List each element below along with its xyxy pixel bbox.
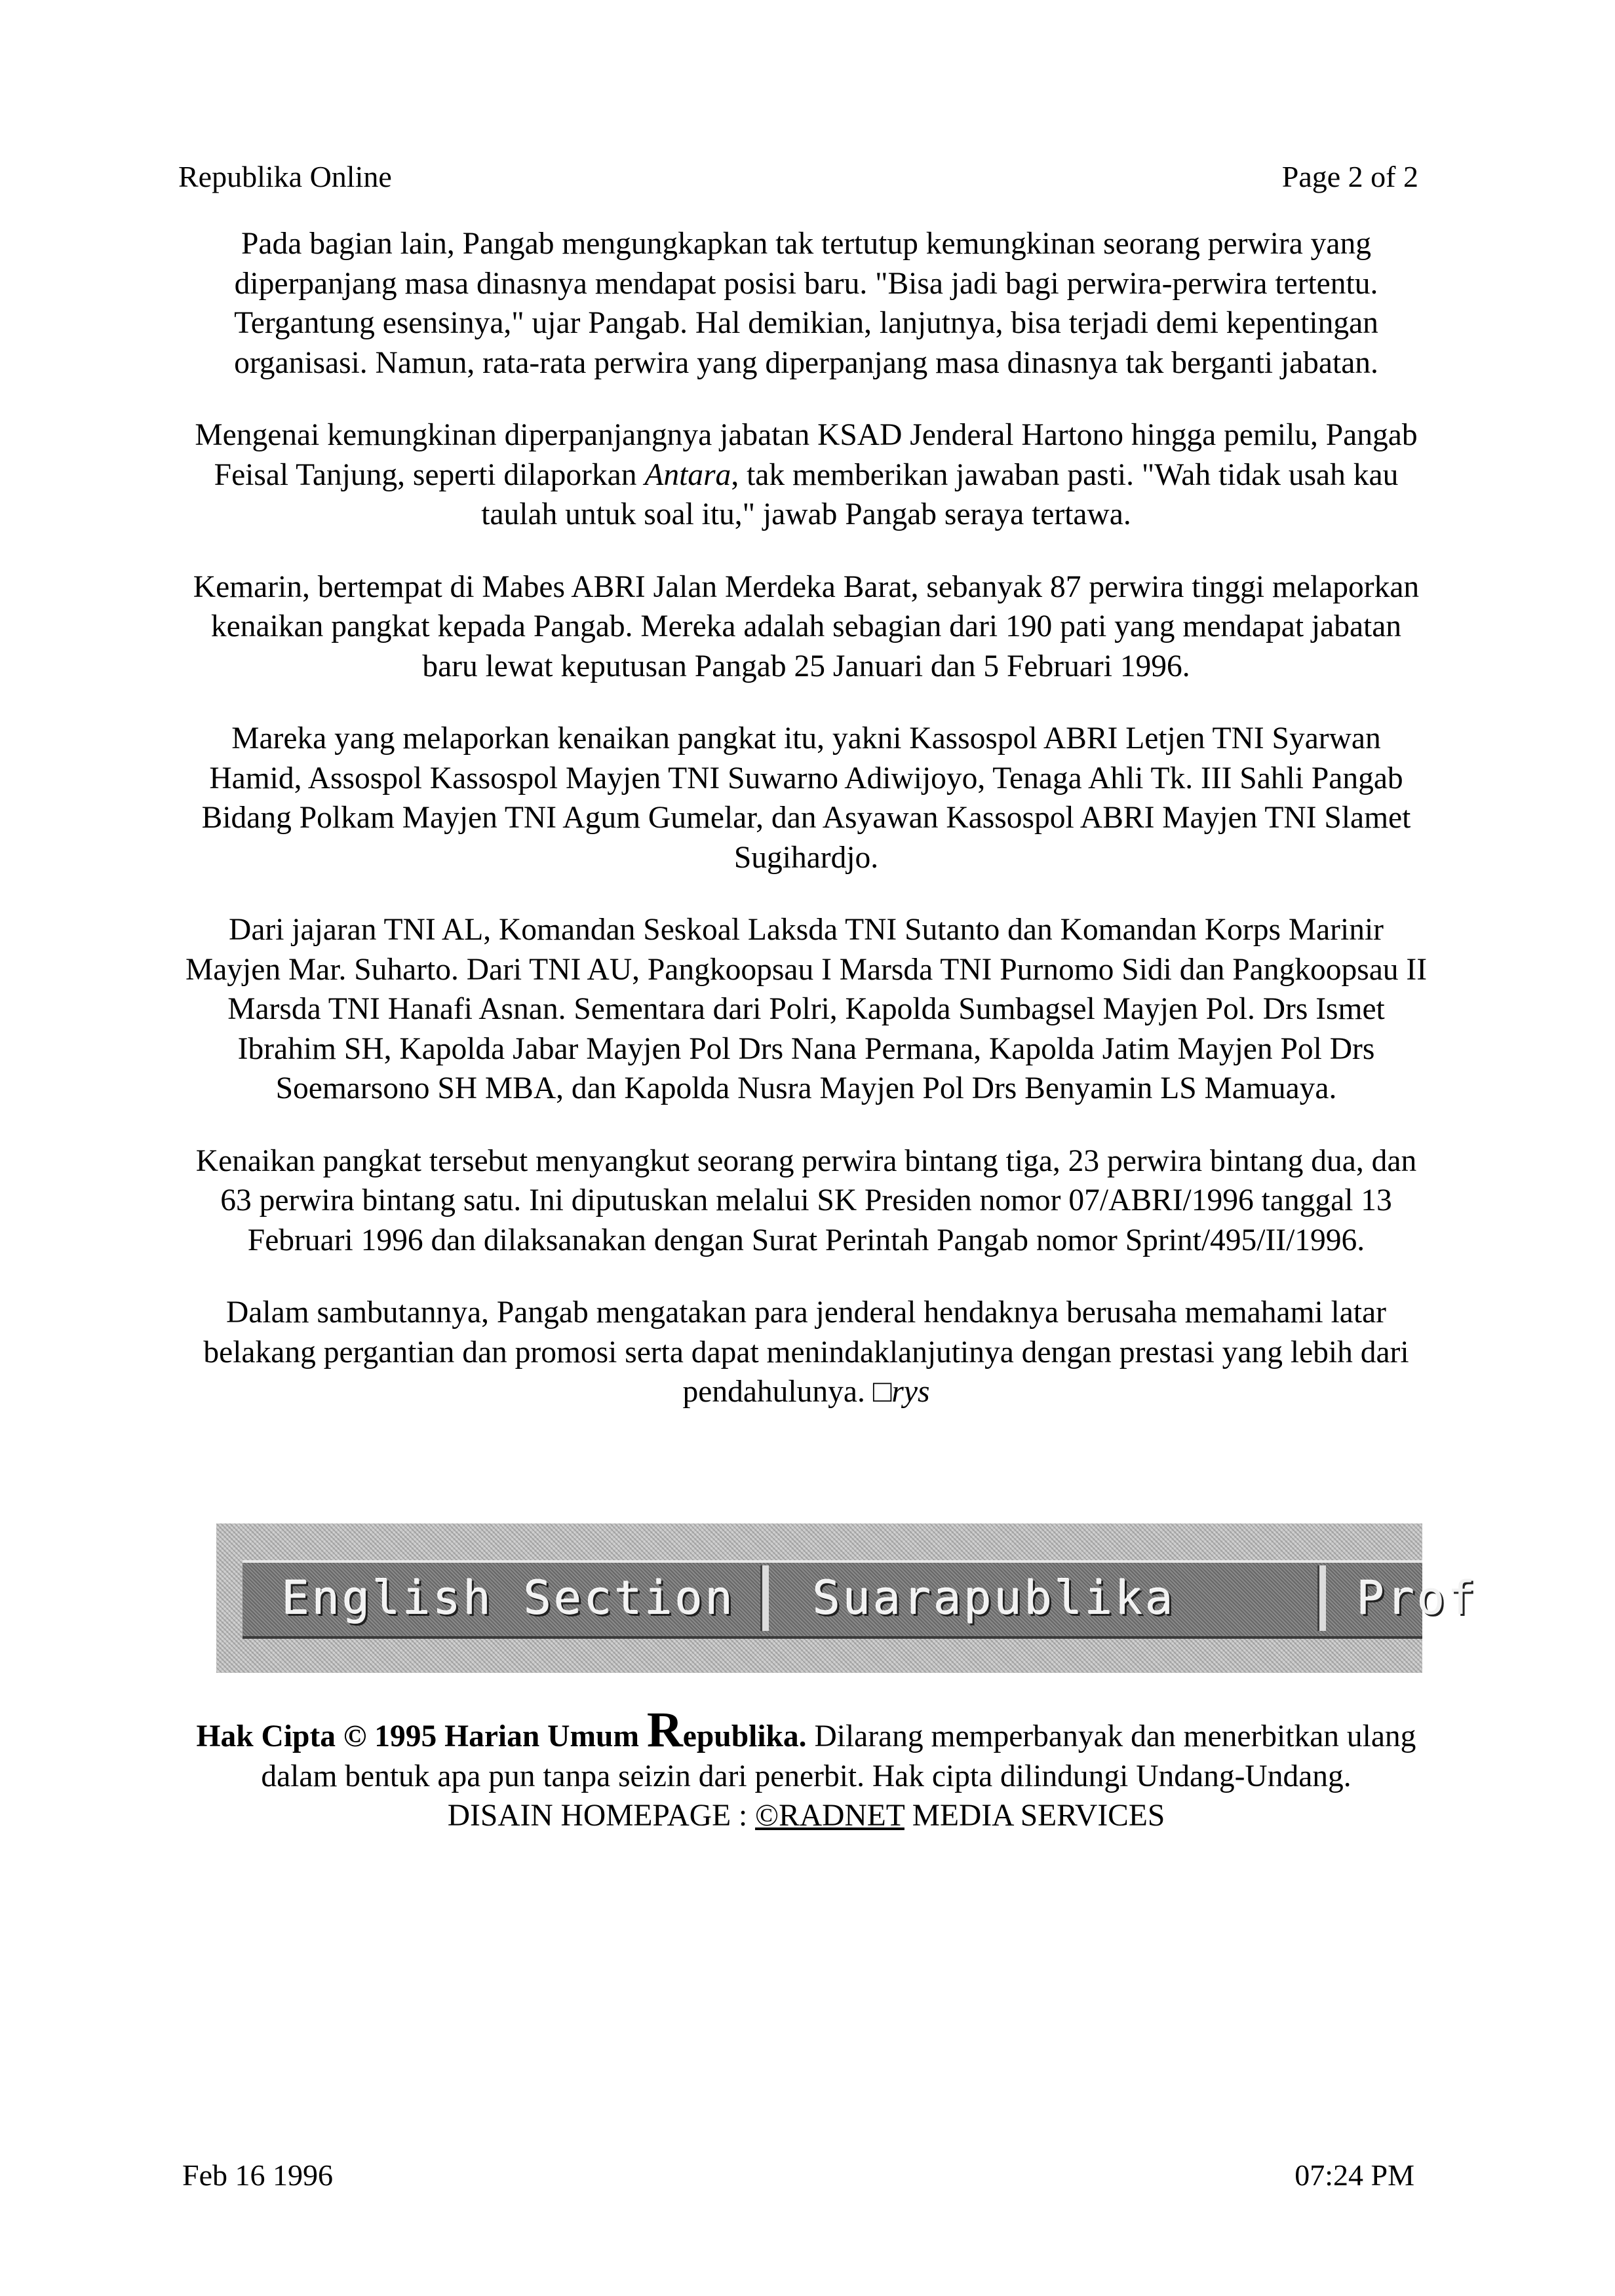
nav-divider [760,1565,769,1631]
article-author: rys [891,1375,930,1409]
print-header [178,157,1418,197]
copyright-bold-prefix: Hak Cipta © 1995 Harian Umum [196,1719,647,1753]
republika-logo-initial: R [646,1702,683,1757]
nav-prof-button[interactable]: Prof [1357,1571,1478,1625]
article-source-antara: Antara [644,457,731,492]
print-footer [182,2156,1414,2195]
section-navbar-strip [243,1560,1478,1639]
nav-suarapublika-button[interactable]: Suarapublika [813,1571,1176,1625]
article-paragraph-7-text: Dalam sambutannya, Pangab mengatakan para jenderal hendaknya berusaha memahami latar belakang pergantian dan promosi serta dapat menindaklanjutinya dengan prestasi yang lebih dari pendahulunya. [203,1295,1409,1409]
end-mark-icon: □ [872,1375,892,1409]
article-paragraph-2-part-1: Mengenai kemungkinan diperpanjangnya jabatan KSAD Jenderal Hartono hingga pemilu, Pangab Feisal Tanjung, seperti dilaporkan [195,418,1418,492]
print-footer-time: 07:24 PM [1294,2158,1414,2192]
nav-divider [1317,1565,1326,1631]
section-navbar [216,1523,1478,1673]
article-paragraph-5: Dari jajaran TNI AL, Komandan Seskoal Laksda TNI Sutanto dan Komandan Korps Marinir Mayjen Mar. Suharto. Dari TNI AU, Pangkoopsau I Marsda TNI Purnomo Sidi dan Pangkoopsau II Marsda TNI Hanafi Asnan. Sementara dari Polri, Kapolda Sumbagsel Mayjen Pol. Drs Ismet Ibrahim SH, Kapolda Jabar Mayjen Pol Drs Nana Permana, Kapolda Jatim Mayjen Pol Drs Soemarsono SH MBA, dan Kapolda Nusra Mayjen Pol Drs Benyamin LS Mamuaya. [185,913,1428,1105]
design-credit-prefix: DISAIN HOMEPAGE : [447,1799,756,1833]
radnet-link[interactable]: ©RADNET [755,1799,905,1833]
print-footer-date: Feb 16 1996 [182,2158,333,2192]
design-credit [184,1796,1429,1836]
article-paragraph-2-part-2: , tak memberikan jawaban pasti. "Wah tidak usah kau taulah untuk soal itu," jawab Pangab seraya tertawa. [481,457,1399,531]
article-paragraph-7 [184,1293,1429,1412]
copyright-block [184,1702,1429,1836]
print-header-page-number: Page 2 of 2 [1281,160,1418,193]
copyright-text: Dilarang memperbanyak dan menerbitkan ulang dalam bentuk apa pun tanpa seizin dari penerbit. Hak cipta dilindungi Undang-Undang. [261,1719,1416,1793]
article-body [184,224,1429,1445]
republika-brand-rest: epublika. [682,1719,807,1753]
article-paragraph-1: Pada bagian lain, Pangab mengungkapkan tak tertutup kemungkinan seorang perwira yang diperpanjang masa dinasnya mendapat posisi baru. "Bisa jadi bagi perwira-perwira tertentu. Tergantung esensinya," ujar Pangab. Hal demikian, lanjutnya, bisa terjadi demi kepentingan organisasi. Namun, rata-rata perwira yang diperpanjang masa dinasnya tak berganti jabatan. [234,227,1378,380]
article-paragraph-2 [184,415,1429,535]
copyright-notice [184,1702,1429,1796]
article-paragraph-3: Kemarin, bertempat di Mabes ABRI Jalan Merdeka Barat, sebanyak 87 perwira tinggi melaporkan kenaikan pangkat kepada Pangab. Mereka adalah sebagian dari 190 pati yang mendapat jabatan baru lewat keputusan Pangab 25 Januari dan 5 Februari 1996. [193,569,1420,683]
article-paragraph-6: Kenaikan pangkat tersebut menyangkut seorang perwira bintang tiga, 23 perwira bintang dua, dan 63 perwira bintang satu. Ini diputuskan melalui SK Presiden nomor 07/ABRI/1996 tanggal 13 Februari 1996 dan dilaksanakan dengan Surat Perintah Pangab nomor Sprint/495/II/1996. [195,1143,1417,1257]
article-paragraph-4: Mareka yang melaporkan kenaikan pangkat itu, yakni Kassospol ABRI Letjen TNI Syarwan Hamid, Assospol Kassospol Mayjen TNI Suwarno Adiwijoyo, Tenaga Ahli Tk. III Sahli Pangab Bidang Polkam Mayjen TNI Agum Gumelar, dan Asyawan Kassospol ABRI Mayjen TNI Slamet Sugihardjo. [201,721,1411,875]
print-header-site: Republika Online [178,160,392,193]
design-credit-suffix: MEDIA SERVICES [904,1799,1165,1833]
nav-english-section-button[interactable]: English Section [282,1571,736,1625]
